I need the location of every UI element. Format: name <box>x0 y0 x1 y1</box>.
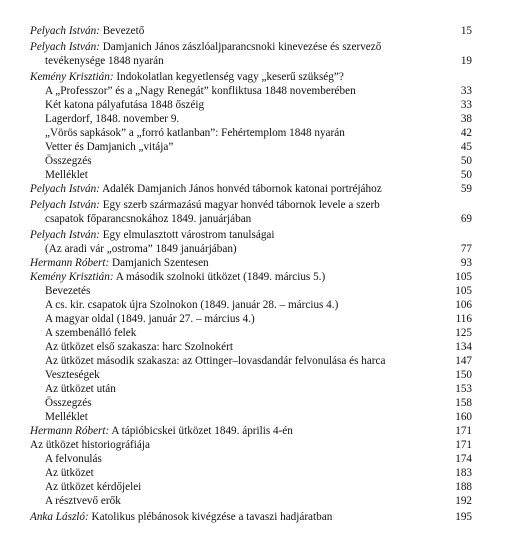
toc-entry-author: Kemény Krisztián: <box>30 271 114 283</box>
toc-entry-page-number: 19 <box>460 55 472 67</box>
toc-entry-title: tevékenysége 1848 nyarán <box>45 55 164 67</box>
toc-entry <box>0 54 513 69</box>
toc-entry-page-number: 171 <box>455 439 472 451</box>
toc-entry-page-number: 50 <box>460 169 472 181</box>
toc-entry-title: (Az aradi vár „ostroma” 1849 januárjában) <box>45 243 237 255</box>
toc-entry-title: A szembenálló felek <box>45 327 137 339</box>
toc-entry-title-line <box>45 126 345 141</box>
toc-entry-title-line <box>45 98 204 113</box>
toc-entry <box>0 410 513 425</box>
toc-entry-title: A cs. kir. csapatok újra Szolnokon (1849. január 28. – március 4.) <box>45 299 339 311</box>
toc-entry-title-line <box>30 438 150 453</box>
toc-entry-page-number: 125 <box>455 327 472 339</box>
toc-entry <box>0 228 513 243</box>
toc-entry-title: A magyar oldal (1849. január 27. – március 4.) <box>45 313 255 325</box>
toc-entry-title-line <box>45 312 255 327</box>
toc-entry-title-line <box>30 510 332 525</box>
toc-entry-title: Katolikus plébánosok kivégzése a tavaszi hadjáratban <box>91 511 333 523</box>
toc-entry-title: Összegzés <box>45 155 92 167</box>
toc-entry-page-number: 153 <box>455 383 472 395</box>
toc-entry-page-number: 116 <box>455 313 472 325</box>
toc-entry-page-number: 158 <box>455 397 472 409</box>
toc-entry-title: Az ütközet után <box>45 383 116 395</box>
toc-entry <box>0 98 513 113</box>
toc-entry-page-number: 38 <box>460 113 472 125</box>
toc-entry-author: Pelyach István: <box>30 229 100 241</box>
toc-entry-author: Anka László: <box>30 511 89 523</box>
toc-entry <box>0 326 513 341</box>
toc-entry <box>0 480 513 495</box>
toc-entry-title-line <box>45 480 141 495</box>
toc-entry <box>0 198 513 213</box>
toc-entry-title: Összegzés <box>45 397 92 409</box>
toc-entry-title-line <box>45 382 116 397</box>
toc-entry <box>0 382 513 397</box>
toc-entry-title-line <box>30 198 380 213</box>
toc-entry-title-line <box>45 84 356 99</box>
toc-entry <box>0 212 513 227</box>
toc-entry-title: Damjanich János zászlóaljparancsnoki kinevezése és szervező <box>102 41 382 53</box>
toc-entry-page-number: 160 <box>455 411 472 423</box>
toc-entry <box>0 424 513 439</box>
toc-entry-title-line <box>45 154 92 169</box>
toc-entry-page-number: 77 <box>460 243 472 255</box>
toc-entry <box>0 140 513 155</box>
toc-entry-title-line <box>45 54 164 69</box>
toc-entry-title: Az ütközet második szakasza: az Ottinger–lovasdandár felvonulása és harca <box>45 355 386 367</box>
toc-entry-page-number: 147 <box>455 355 472 367</box>
toc-entry <box>0 298 513 313</box>
toc-entry <box>0 438 513 453</box>
toc-entry <box>0 168 513 183</box>
toc-entry-title: Lagerdorf, 1848. november 9. <box>45 113 180 125</box>
toc-entry-title: Egy szerb származású magyar honvéd tábornok levele a szerb <box>102 199 380 211</box>
toc-entry <box>0 154 513 169</box>
toc-entry <box>0 510 513 525</box>
toc-entry-title: Indokolatlan kegyetlenség vagy „keserű szükség”? <box>116 71 344 83</box>
toc-entry-title-line <box>45 410 88 425</box>
toc-entry <box>0 340 513 355</box>
toc-entry <box>0 270 513 285</box>
toc-entry <box>0 40 513 55</box>
toc-entry-title-line <box>45 212 251 227</box>
toc-entry-title: Bevezetés <box>45 285 91 297</box>
toc-entry-title-line <box>45 354 385 369</box>
toc-entry <box>0 24 513 39</box>
toc-entry <box>0 256 513 271</box>
toc-entry-title: Bevezető <box>102 25 145 37</box>
toc-entry-title-line <box>45 326 136 341</box>
toc-entry-author: Pelyach István: <box>30 199 100 211</box>
toc-entry-title: A tápióbicskei ütközet 1849. április 4-én <box>111 425 293 437</box>
toc-entry-author: Pelyach István: <box>30 25 100 37</box>
toc-entry-author: Pelyach István: <box>30 183 100 195</box>
toc-entry-page-number: 45 <box>460 141 472 153</box>
toc-entry-title: A felvonulás <box>45 453 102 465</box>
toc-entry-page-number: 93 <box>460 257 472 269</box>
toc-entry-title-line <box>45 452 102 467</box>
toc-entry-title: A „Professzor” és a „Nagy Renegát” konfliktusa 1848 novemberében <box>45 85 356 97</box>
toc-entry-title: csapatok főparancsnokához 1849. januárjában <box>45 213 252 225</box>
toc-entry-title: Veszteségek <box>45 369 100 381</box>
toc-entry <box>0 368 513 383</box>
toc-entry-author: Pelyach István: <box>30 41 100 53</box>
toc-entry-page-number: 59 <box>460 183 472 195</box>
toc-entry <box>0 182 513 197</box>
toc-entry-page-number: 174 <box>455 453 472 465</box>
toc-entry-title-line <box>30 24 144 39</box>
toc-entry-title-line <box>45 112 179 127</box>
toc-entry-title: Damjanich Szentesen <box>112 257 209 269</box>
toc-entry-author: Hermann Róbert: <box>30 425 110 437</box>
toc-entry-title: Az ütközet kérdőjelei <box>45 481 142 493</box>
toc-entry-page-number: 105 <box>455 285 472 297</box>
toc-entry-page-number: 33 <box>460 85 472 97</box>
toc-entry-page-number: 188 <box>455 481 472 493</box>
toc-entry-title: Két katona pályafutása 1848 őszéig <box>45 99 205 111</box>
toc-entry-title-line <box>45 242 237 257</box>
toc-entry-page-number: 134 <box>455 341 472 353</box>
toc-entry <box>0 84 513 99</box>
toc-entry <box>0 112 513 127</box>
toc-entry-title-line <box>45 494 121 509</box>
toc-entry <box>0 70 513 85</box>
toc-entry <box>0 354 513 369</box>
toc-entry-title-line <box>30 270 325 285</box>
toc-entry-page-number: 106 <box>455 299 472 311</box>
toc-entry <box>0 494 513 509</box>
toc-entry-title-line <box>30 40 381 55</box>
toc-entry-title: „Vörös sapkások” a „forró katlanban”: Fehértemplom 1848 nyarán <box>45 127 345 139</box>
toc-entry <box>0 452 513 467</box>
toc-entry-title-line <box>30 228 275 243</box>
toc-entry-title-line <box>30 70 344 85</box>
toc-entry-page-number: 50 <box>460 155 472 167</box>
toc-entry-title: Az ütközet <box>45 467 94 479</box>
toc-entry-title: Az ütközet első szakasza: harc Szolnokért <box>45 341 233 353</box>
toc-entry-title-line <box>45 284 90 299</box>
toc-entry-page-number: 15 <box>460 25 472 37</box>
toc-entry-title-line <box>45 140 173 155</box>
toc-entry-title: Egy elmulasztott várostrom tanulságai <box>102 229 275 241</box>
toc-entry-title-line <box>45 340 233 355</box>
toc-entry-title: Adalék Damjanich János honvéd tábornok katonai portréjához <box>102 183 382 195</box>
toc-entry <box>0 466 513 481</box>
toc-entry-title: A résztvevő erők <box>45 495 121 507</box>
toc-entry <box>0 396 513 411</box>
toc-entry-title: Melléklet <box>45 169 88 181</box>
toc-entry-page-number: 195 <box>455 511 472 523</box>
toc-entry-title-line <box>45 168 88 183</box>
toc-entry-page-number: 42 <box>460 127 472 139</box>
toc-entry-title-line <box>30 256 209 271</box>
toc-entry <box>0 126 513 141</box>
toc-entry-page-number: 192 <box>455 495 472 507</box>
toc-entry-title-line <box>30 182 382 197</box>
toc-entry-page-number: 183 <box>455 467 472 479</box>
toc-entry-title: Az ütközet historiográfiája <box>30 439 150 451</box>
toc-entry-title-line <box>30 424 293 439</box>
toc-entry-title: A második szolnoki ütközet (1849. március 5.) <box>115 271 326 283</box>
toc-entry <box>0 312 513 327</box>
toc-entry-page-number: 150 <box>455 369 472 381</box>
toc-entry-page-number: 105 <box>455 271 472 283</box>
toc-entry-author: Kemény Krisztián: <box>30 71 114 83</box>
toc-entry <box>0 284 513 299</box>
toc-entry-page-number: 33 <box>460 99 472 111</box>
toc-entry-author: Hermann Róbert: <box>30 257 110 269</box>
toc-entry-page-number: 69 <box>460 213 472 225</box>
toc-entry <box>0 242 513 257</box>
toc-entry-title: Melléklet <box>45 411 88 423</box>
toc-entry-page-number: 171 <box>455 425 472 437</box>
toc-entry-title-line <box>45 298 338 313</box>
toc-entry-title: Vetter és Damjanich „vitája” <box>45 141 174 153</box>
toc-entry-title-line <box>45 466 94 481</box>
toc-entry-title-line <box>45 396 92 411</box>
toc-entry-title-line <box>45 368 100 383</box>
